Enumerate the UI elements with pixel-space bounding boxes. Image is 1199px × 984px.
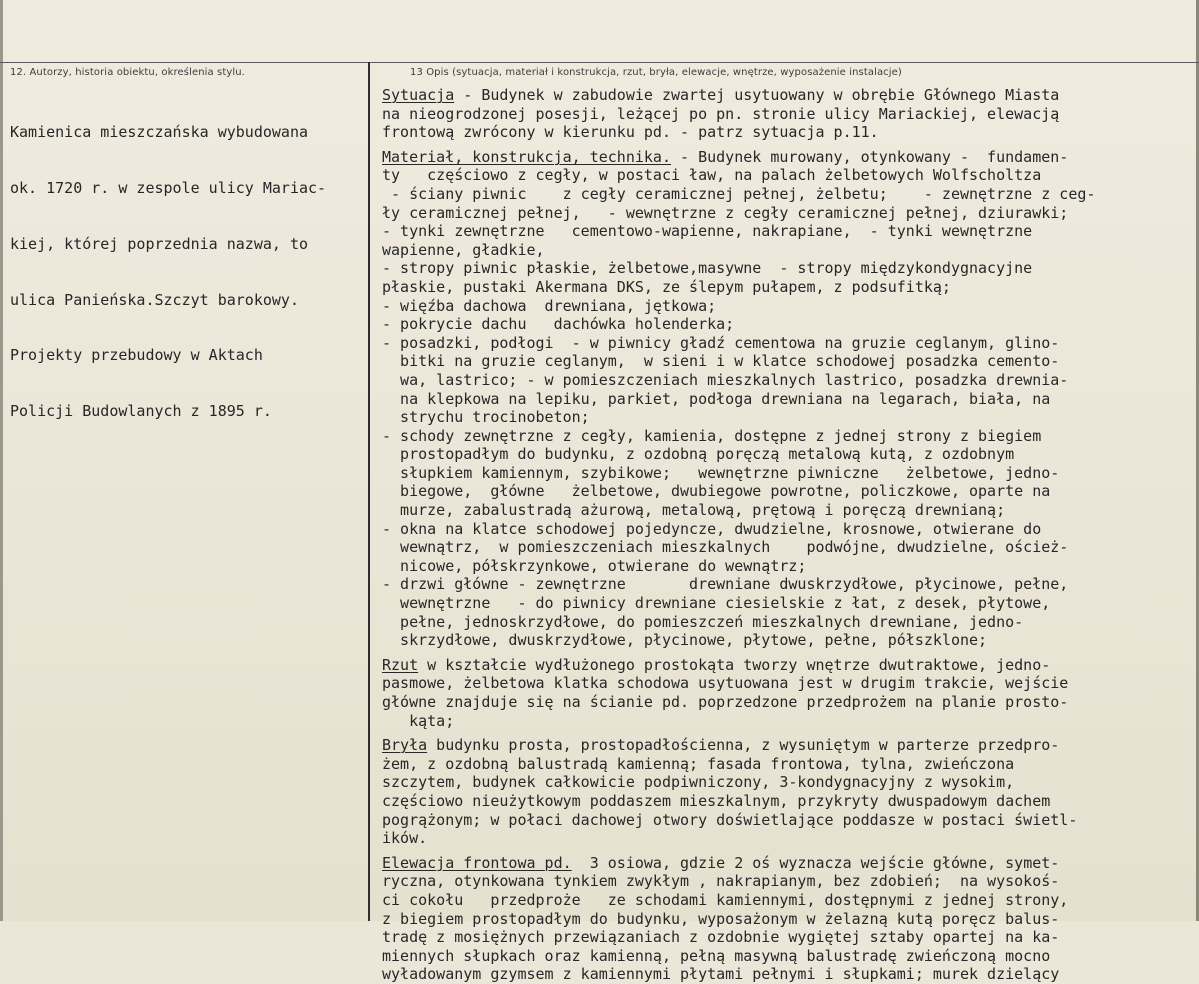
section-line: frontową zwrócony w kierunku pd. - patrz sytuacja p.11. — [382, 123, 879, 142]
section-line: wewnątrz, w pomieszczeniach mieszkalnych podwójne, dwudzielne, oścież- — [382, 538, 1069, 557]
section-line: 3 osiowa, gdzie 2 oś wyznacza wejście główne, symet- — [571, 853, 1060, 872]
section-heading: Sytuacja — [382, 86, 455, 104]
history-line: Policji Budowlanych z 1895 r. — [10, 402, 272, 421]
section-line: - schody zewnętrzne z cegły, kamienia, dostępne z jednej strony z biegiem — [382, 426, 1042, 445]
section-line: wewnętrzne - do piwnicy drewniane ciesielskie z łat, z desek, płytowe, — [382, 594, 1051, 613]
section-line: w kształcie wydłużonego prostokąta tworzy wnętrze dwutraktowe, jedno- — [418, 655, 1051, 674]
section-line: ików. — [382, 829, 428, 848]
section-line: żem, z ozdobną balustradą kamienną; fasada frontowa, tylna, zwieńczona — [382, 754, 1015, 773]
section-line: wapienne, gładkie, — [382, 240, 545, 259]
history-line: ulica Panieńska.Szczyt barokowy. — [10, 290, 299, 309]
section-line: częściowo nieużytkowym poddaszem mieszkalnym, przykryty dwuspadowym dachem — [382, 791, 1051, 810]
field-12-label: 12. Autorzy, historia obiektu, określenia stylu. — [10, 67, 245, 78]
section-line: - Budynek murowany, otynkowany - fundamen- — [670, 147, 1069, 166]
column-divider — [368, 62, 370, 921]
section-line: nicowe, półskrzynkowe, otwierane do wewnątrz; — [382, 556, 807, 575]
history-line: kiej, której poprzednia nazwa, to — [10, 234, 309, 253]
section-line: strychu trocinobeton; — [382, 408, 590, 427]
section-rzut — [382, 656, 1182, 730]
section-line: - tynki zewnętrzne cementowo-wapienne, nakrapiane, - tynki wewnętrzne — [382, 222, 1033, 241]
section-line: płaskie, pustaki Akermana DKS, ze ślepym pułapem, z podsufitką; — [382, 277, 951, 296]
section-line: murze, zabalustradą ażurową, metalową, prętową i poręczą drewnianą; — [382, 501, 1006, 520]
section-line: pasmowe, żelbetowa klatka schodowa usytuowana jest w drugim trakcie, wejście — [382, 674, 1069, 693]
section-line: kąta; — [382, 711, 455, 730]
section-line: - okna na klatce schodowej pojedyncze, dwudzielne, krosnowe, otwierane do — [382, 519, 1042, 538]
section-line: ci cokołu przedproże ze schodami kamiennymi, dostępnymi z jednej strony, — [382, 890, 1069, 909]
section-line: prostopadłym do budynku, z ozdobną poręczą metalową kutą, z ozdobnym — [382, 445, 1015, 464]
section-line: pełne, jednoskrzydłowe, do pomieszczeń mieszkalnych drewniane, jedno- — [382, 612, 1024, 631]
history-line: ok. 1720 r. w zespole ulicy Mariac- — [10, 178, 327, 197]
section-line: - stropy piwnic płaskie, żelbetowe,masywne - stropy międzykondygnacyjne — [382, 259, 1033, 278]
section-line: z biegiem prostopadłym do budynku, wyposażonym w żelazną kutą poręcz balus- — [382, 909, 1060, 928]
section-line: ty częściowo z cegły, w postaci ław, na palach żelbetowych Wolfscholtza — [382, 166, 1042, 185]
section-line: ryczna, otynkowana tynkiem zwykłym , nakrapianym, bez zdobień; na wysokoś- — [382, 872, 1060, 891]
section-line: - więźba dachowa drewniana, jętkowa; — [382, 296, 717, 315]
section-line: budynku prosta, prostopadłościenna, z wysuniętym w parterze przedpro- — [427, 736, 1060, 755]
section-line: miennych słupkach oraz kamienną, pełną masywną balustradę zwieńczoną mocno — [382, 946, 1051, 965]
history-line: Projekty przebudowy w Aktach — [10, 346, 263, 365]
section-line: na nieogrodzonej posesji, leżącej po pn. stronie ulicy Mariackiej, elewacją — [382, 104, 1060, 123]
section-sytuacja — [382, 86, 1182, 142]
section-line: wyładowanym gzymsem z kamiennymi płytami pełnymi i słupkami; murek dzielący — [382, 965, 1060, 984]
section-line: ły ceramicznej pełnej, - wewnętrzne z cegły ceramicznej pełnej, dziurawki; — [382, 203, 1069, 222]
header-rule — [0, 62, 1199, 63]
section-bryla — [382, 736, 1182, 848]
section-line: szczytem, budynek całkowicie podpiwniczony, 3-kondygnacyjny z wysokim, — [382, 773, 1015, 792]
field-13-label: 13 Opis (sytuacja, materiał i konstrukcja, rzut, bryła, elewacje, wnętrze, wyposażenie instalacje) — [410, 67, 902, 78]
section-heading: Rzut — [382, 655, 419, 674]
section-line: pogrążonym; w połaci dachowej otwory doświetlające poddasze w postaci świetl- — [382, 810, 1078, 829]
section-heading: Materiał, konstrukcja, technika. — [382, 147, 671, 166]
section-line: biegowe, główne żelbetowe, dwubiegowe powrotne, policzkowe, oparte na — [382, 482, 1051, 501]
section-line: - ściany piwnic z cegły ceramicznej pełnej, żelbetu; - zewnętrzne z ceg- — [382, 184, 1096, 203]
section-heading: Bryła — [382, 736, 428, 755]
section-line: bitki na gruzie ceglanym, w sieni i w klatce schodowej posadzka cemento- — [382, 352, 1060, 371]
section-line: - drzwi główne - zewnętrzne drewniane dwuskrzydłowe, płycinowe, pełne, — [382, 575, 1069, 594]
section-elewacja — [382, 854, 1182, 984]
section-line: główne znajduje się na ścianie pd. poprzedzone przedprożem na planie prosto- — [382, 693, 1069, 711]
section-line: - posadzki, podłogi - w piwnicy gładź cementowa na gruzie ceglanym, glino- — [382, 333, 1060, 352]
description-text — [382, 86, 1182, 984]
page-left-edge — [0, 0, 3, 921]
section-line: na klepkowa na lepiku, parkiet, podłoga drewniana na legarach, biała, na — [382, 389, 1051, 408]
section-line: tradę z mosiężnych przewiązaniach z ozdobnie wygiętej sztaby opartej na ka- — [382, 928, 1060, 947]
section-material — [382, 148, 1182, 650]
section-line: wa, lastrico; - w pomieszczeniach mieszkalnych lastrico, posadzka drewnia- — [382, 370, 1069, 389]
section-line: skrzydłowe, dwuskrzydłowe, płycinowe, płytowe, pełne, półszklone; — [382, 631, 988, 650]
history-text — [10, 86, 362, 458]
section-line: słupkiem kamiennym, szybikowe; wewnętrzne piwniczne żelbetowe, jedno- — [382, 463, 1060, 482]
section-line: - pokrycie dachu dachówka holenderka; — [382, 315, 735, 334]
section-line: - Budynek w zabudowie zwartej usytuowany w obrębie Głównego Miasta — [454, 86, 1060, 104]
history-line: Kamienica mieszczańska wybudowana — [10, 123, 309, 142]
section-heading: Elewacja frontowa pd. — [382, 853, 572, 872]
